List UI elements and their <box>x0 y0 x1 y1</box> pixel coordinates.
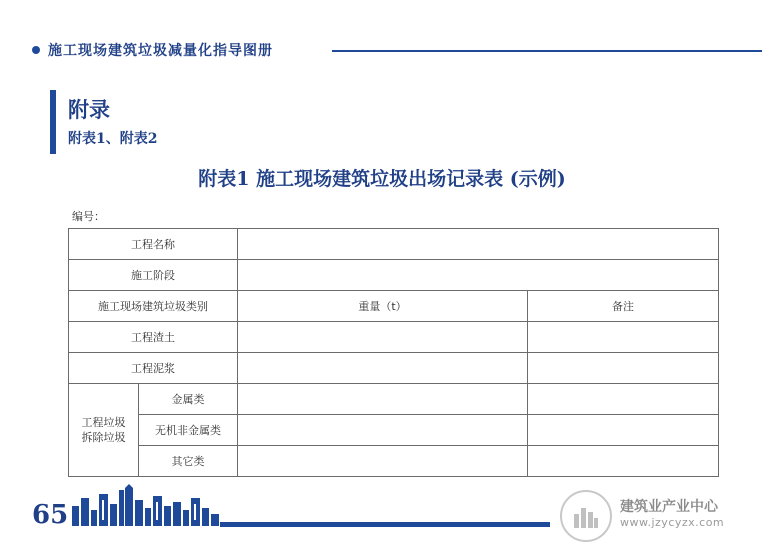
watermark-logo <box>560 490 612 542</box>
weight-header: 重量（t） <box>238 291 528 322</box>
others-label: 其它类 <box>139 446 238 477</box>
waste-category-header: 施工现场建筑垃圾类别 <box>69 291 238 322</box>
construction-phase-label: 施工阶段 <box>69 260 238 291</box>
table-row <box>69 229 719 260</box>
table-row <box>69 322 719 353</box>
inorganic-nonmetal-weight[interactable] <box>238 415 528 446</box>
record-table <box>68 228 719 477</box>
inorganic-nonmetal-label: 无机非金属类 <box>139 415 238 446</box>
waste-group-label <box>69 384 139 477</box>
page-header <box>26 40 762 60</box>
remarks-header: 备注 <box>528 291 719 322</box>
engineering-mud-label: 工程泥浆 <box>69 353 238 384</box>
watermark-brand: 建筑业产业中心 <box>620 499 718 515</box>
building-emblem-icon <box>572 504 600 528</box>
section-subtitle: 附表1、附表2 <box>68 131 158 147</box>
metal-remarks[interactable] <box>528 384 719 415</box>
engineering-soil-remarks[interactable] <box>528 322 719 353</box>
others-remarks[interactable] <box>528 446 719 477</box>
engineering-mud-remarks[interactable] <box>528 353 719 384</box>
section-title: 附录 <box>68 97 110 122</box>
metal-label: 金属类 <box>139 384 238 415</box>
section-accent-bar <box>50 90 56 154</box>
engineering-mud-weight[interactable] <box>238 353 528 384</box>
table-row <box>69 384 719 415</box>
page-number: 65 <box>32 500 69 530</box>
waste-group-line-2: 拆除垃圾 <box>81 431 126 444</box>
table-row <box>69 353 719 384</box>
table-row <box>69 415 719 446</box>
table-row <box>69 446 719 477</box>
header-rule <box>332 50 762 52</box>
project-name-label: 工程名称 <box>69 229 238 260</box>
header-title: 施工现场建筑垃圾减量化指导图册 <box>48 43 273 59</box>
others-weight[interactable] <box>238 446 528 477</box>
waste-group-line-1: 工程垃圾 <box>81 416 126 429</box>
serial-number-label: 编号： <box>72 210 105 223</box>
footer-rule <box>220 522 550 527</box>
table-title: 附表1 施工现场建筑垃圾出场记录表 (示例) <box>198 168 566 190</box>
table-row <box>69 260 719 291</box>
engineering-soil-label: 工程渣土 <box>69 322 238 353</box>
city-skyline-icon <box>72 484 222 528</box>
project-name-value[interactable] <box>238 229 719 260</box>
table-header-row <box>69 291 719 322</box>
metal-weight[interactable] <box>238 384 528 415</box>
inorganic-nonmetal-remarks[interactable] <box>528 415 719 446</box>
watermark-url: www.jzycyzx.com <box>620 516 725 529</box>
engineering-soil-weight[interactable] <box>238 322 528 353</box>
construction-phase-value[interactable] <box>238 260 719 291</box>
bullet-dot-icon <box>32 46 40 54</box>
